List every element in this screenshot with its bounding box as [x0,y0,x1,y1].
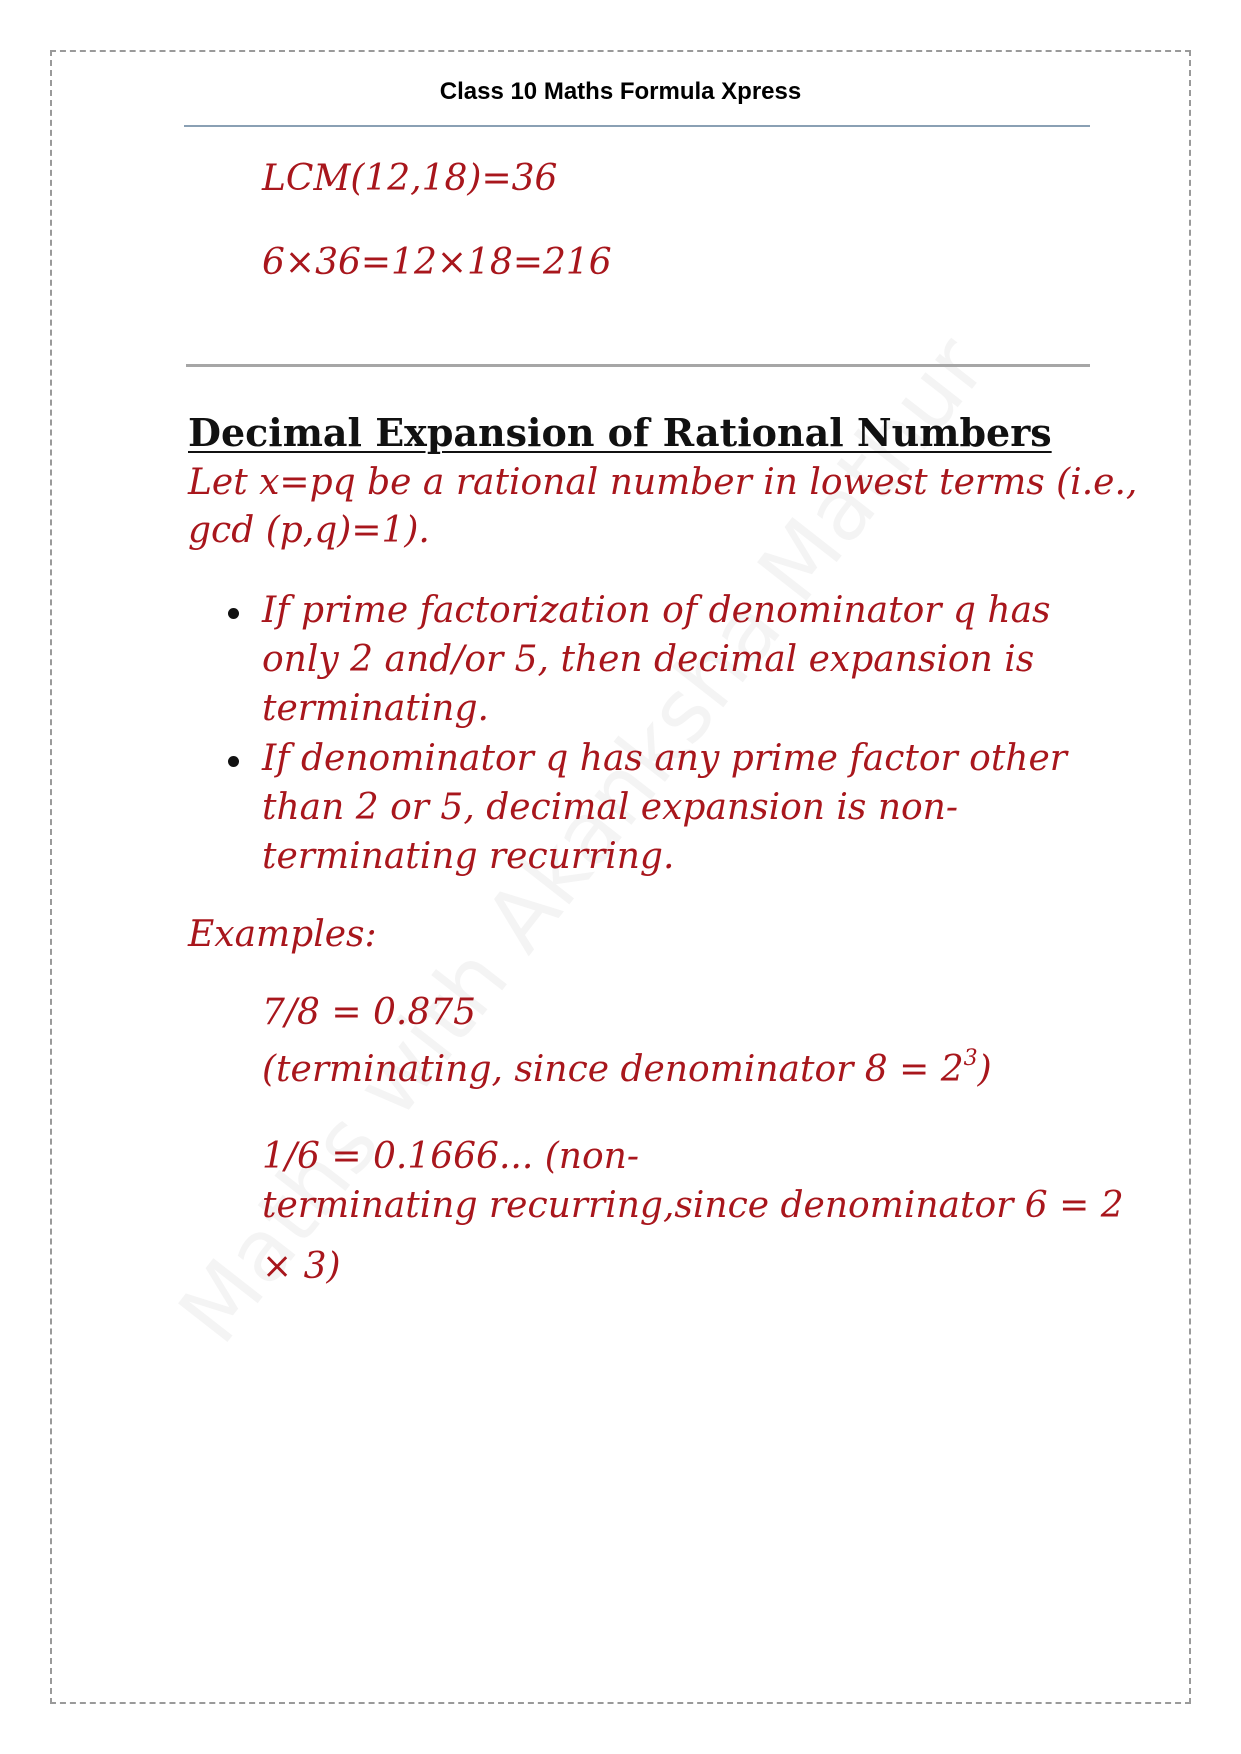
example-2-line-1: 1/6 = 0.1666... (non- [262,1136,639,1177]
header-divider [184,125,1090,127]
bullet-1-line-3: terminating. [262,688,489,729]
bullet-2-line-1: If denominator q has any prime factor other [262,738,1068,779]
bullet-dot-icon [228,756,239,767]
example-1-text: (terminating, since denominator 8 = 2 [262,1049,964,1090]
page-header-title: Class 10 Maths Formula Xpress [439,78,802,105]
definition-line-1: Let x=pq be a rational number in lowest terms (i.e., [188,462,1138,503]
page-border [50,50,1191,1704]
bullet-2-line-3: terminating recurring. [262,836,675,877]
section-divider [186,364,1090,367]
bullet-1-line-1: If prime factorization of denominator q has [262,590,1051,631]
examples-label: Examples: [188,914,377,955]
example-1-line-2 [262,1046,992,1090]
example-1-close-paren: ) [977,1049,992,1090]
product-line: 6×36=12×18=216 [262,242,612,283]
example-2-line-3: × 3) [262,1246,341,1287]
bullet-1-line-2: only 2 and/or 5, then decimal expansion is [262,639,1035,680]
lcm-line: LCM(12,18)=36 [262,158,558,199]
example-1-line-1: 7/8 = 0.875 [262,992,477,1033]
bullet-2-line-2: than 2 or 5, decimal expansion is non- [262,787,959,828]
section-heading: Decimal Expansion of Rational Numbers [188,410,1052,455]
bullet-dot-icon [228,608,239,619]
definition-line-2: gcd (p,q)=1). [188,510,430,551]
example-2-line-2: terminating recurring,since denominator 6 = 2 [262,1185,1124,1226]
example-1-exponent: 3 [963,1046,978,1071]
